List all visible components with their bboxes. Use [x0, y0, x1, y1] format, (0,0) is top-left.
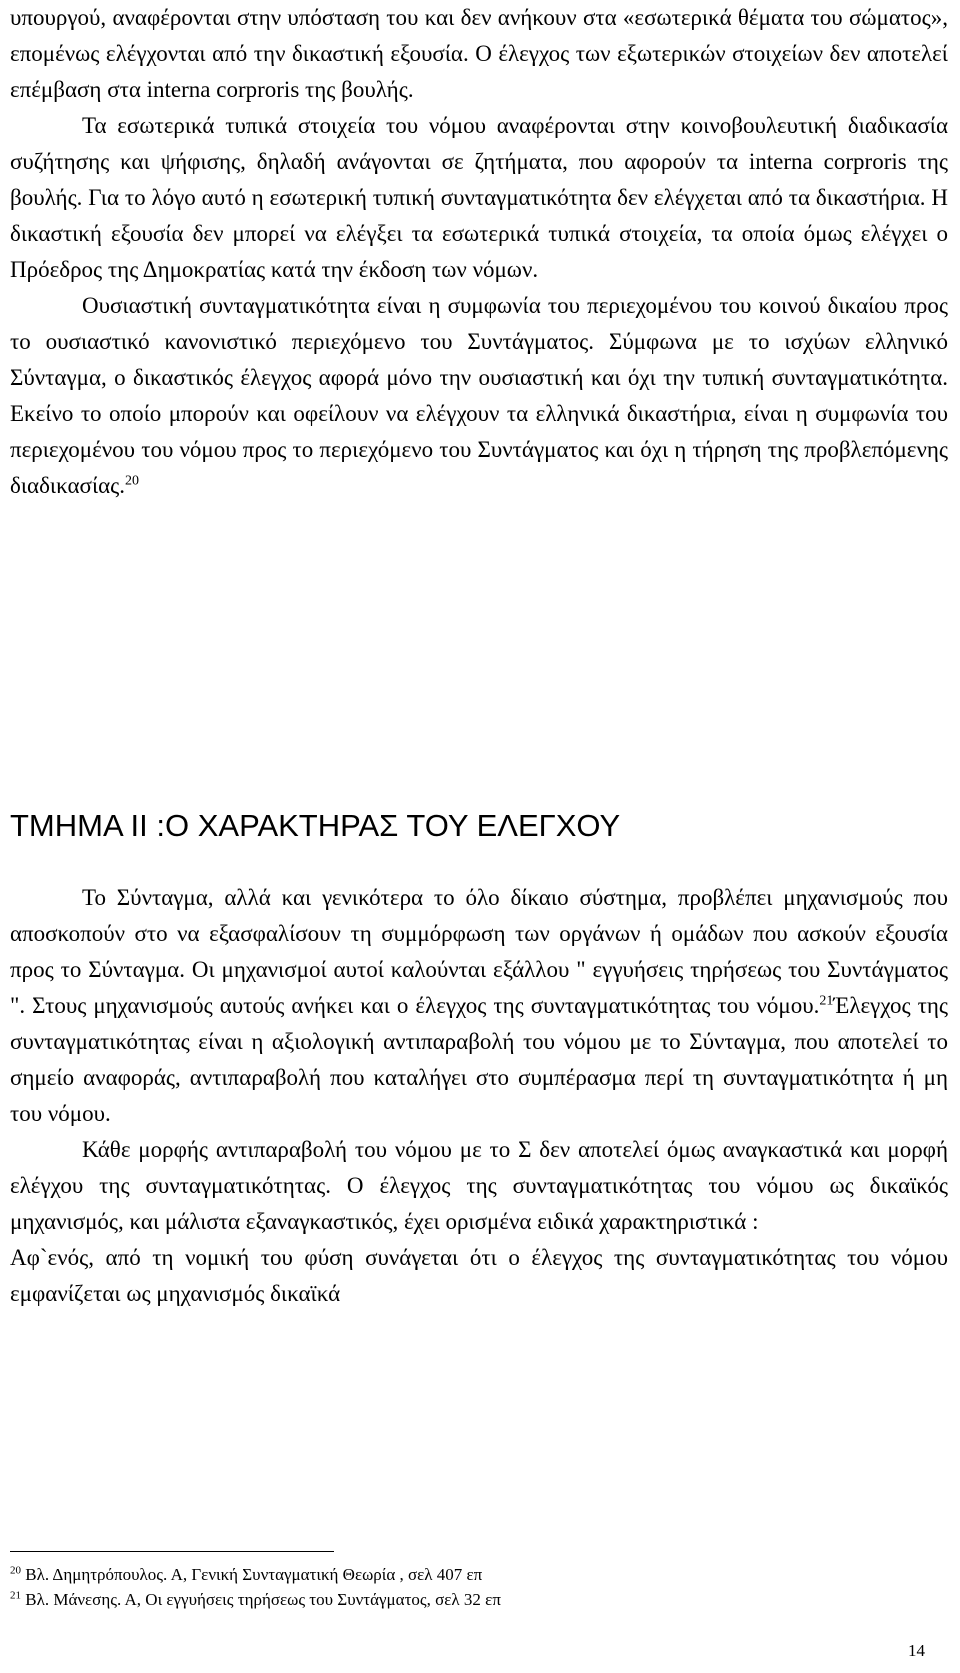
footnote-number: 21 [10, 1589, 21, 1602]
section-heading: ΤΜΗΜΑ ΙΙ :Ο ΧΑΡΑΚΤΗΡΑΣ ΤΟΥ ΕΛΕΓΧΟΥ [10, 808, 621, 843]
footnote-separator [10, 1551, 334, 1552]
footnote-text: Βλ. Δημητρόπουλος. Α, Γενική Συνταγματική Θεωρία , σελ 407 επ [21, 1565, 483, 1584]
paragraph-constitution-guarantees [10, 880, 948, 1132]
footnote-21 [10, 1587, 948, 1612]
paragraph-guarantees-text: Το Σύνταγμα, αλλά και γενικότερα το όλο δίκαιο σύστημα, προβλέπει μηχανισμούς που αποσκοπούν στο να εξασφαλίσουν τη συμμόρφωση των οργάνων ή ομάδων που ασκούν εξουσία προς το Σύνταγμα. Οι μηχανισμοί αυτοί καλούνται εξάλλου " εγγυήσεις τηρήσεως του Συντάγματος ". Στους μηχανισμούς αυτούς ανήκει και ο έλεγχος της συνταγματικότητας του νόμου. [10, 885, 948, 1018]
footnote-ref-20[interactable]: 20 [125, 473, 140, 489]
footnote-number: 20 [10, 1564, 21, 1577]
footnote-text: Βλ. Μάνεσης. Α, Οι εγγυήσεις τηρήσεως του Συντάγματος, σελ 32 επ [21, 1590, 501, 1609]
paragraph-internal-formal-elements: Τα εσωτερικά τυπικά στοιχεία του νόμου αναφέρονται στην κοινοβουλευτική διαδικασία συζήτησης και ψήφισης, δηλαδή ανάγονται σε ζητήματα, που αφορούν τα interna corprоris της βουλής. Για το λόγο αυτό η εσωτερική τυπική συνταγματικότητα δεν ελέγχεται από τα δικαστήρια. Η δικαστική εξουσία δεν μπορεί να ελέγξει τα εσωτερικά τυπικά στοιχεία, τα οποία όμως ελέγχει ο Πρόεδρος της Δημοκρατίας κατά την έκδοση των νόμων. [10, 113, 948, 282]
paragraph-external-elements: υπουργού, αναφέρονται στην υπόσταση του και δεν ανήκουν στα «εσωτερικά θέματα του σώματος», επομένως ελέγχονται από την δικαστική εξουσία. Ο έλεγχος των εξωτερικών στοιχείων δεν αποτελεί επέμβαση στα interna corprоris της βουλής. [10, 5, 948, 102]
footnote-20 [10, 1562, 948, 1587]
body-text-section [10, 880, 948, 1312]
footnote-ref-21[interactable]: 21 [819, 993, 834, 1009]
paragraph-review-characteristics: Κάθε μορφής αντιπαραβολή του νόμου με το Σ δεν αποτελεί όμως αναγκαστικά και μορφή ελέγχου της συνταγματικότητας. Ο έλεγχος της συνταγματικότητας του νόμου ως δικαϊκός μηχανισμός, και μάλιστα εξαναγκαστικός, έχει ορισμένα ειδικά χαρακτηριστικά : [10, 1137, 948, 1234]
body-text-top [10, 0, 948, 504]
page-number: 14 [908, 1641, 925, 1660]
paragraph-legal-nature: Αφ`ενός, από τη νομική του φύση συνάγεται ότι ο έλεγχος της συνταγματικότητας του νόμου εμφανίζεται ως μηχανισμός δικαϊκά [10, 1245, 948, 1306]
footnotes [10, 1562, 948, 1612]
paragraph-review-definition-text: Έλεγχος της συνταγματικότητας είναι η αξιολογική αντιπαραβολή του νόμου με το Σύνταγμα, που αποτελεί το σημείο αναφοράς, αντιπαραβολή που καταλήγει στο συμπέρασμα περί τη συνταγματικότητα ή μη του νόμου. [10, 993, 948, 1126]
paragraph-substantive-constitutionality [10, 288, 948, 504]
paragraph-substantive-text: Ουσιαστική συνταγματικότητα είναι η συμφωνία του περιεχομένου του κοινού δικαίου προς το ουσιαστικό κανονιστικό περιεχόμενο του Συντάγματος. Σύμφωνα με το ισχύων ελληνικό Σύνταγμα, ο δικαστικός έλεγχος αφορά μόνο την ουσιαστική και όχι την τυπική συνταγματικότητα. Εκείνο το οποίο μπορούν και οφείλουν να ελέγχουν τα ελληνικά δικαστήρια, είναι η συμφωνία του περιεχομένου του νόμου προς το περιεχόμενο του Συντάγματος και όχι η τήρηση της προβλεπόμενης διαδικασίας. [10, 293, 948, 498]
